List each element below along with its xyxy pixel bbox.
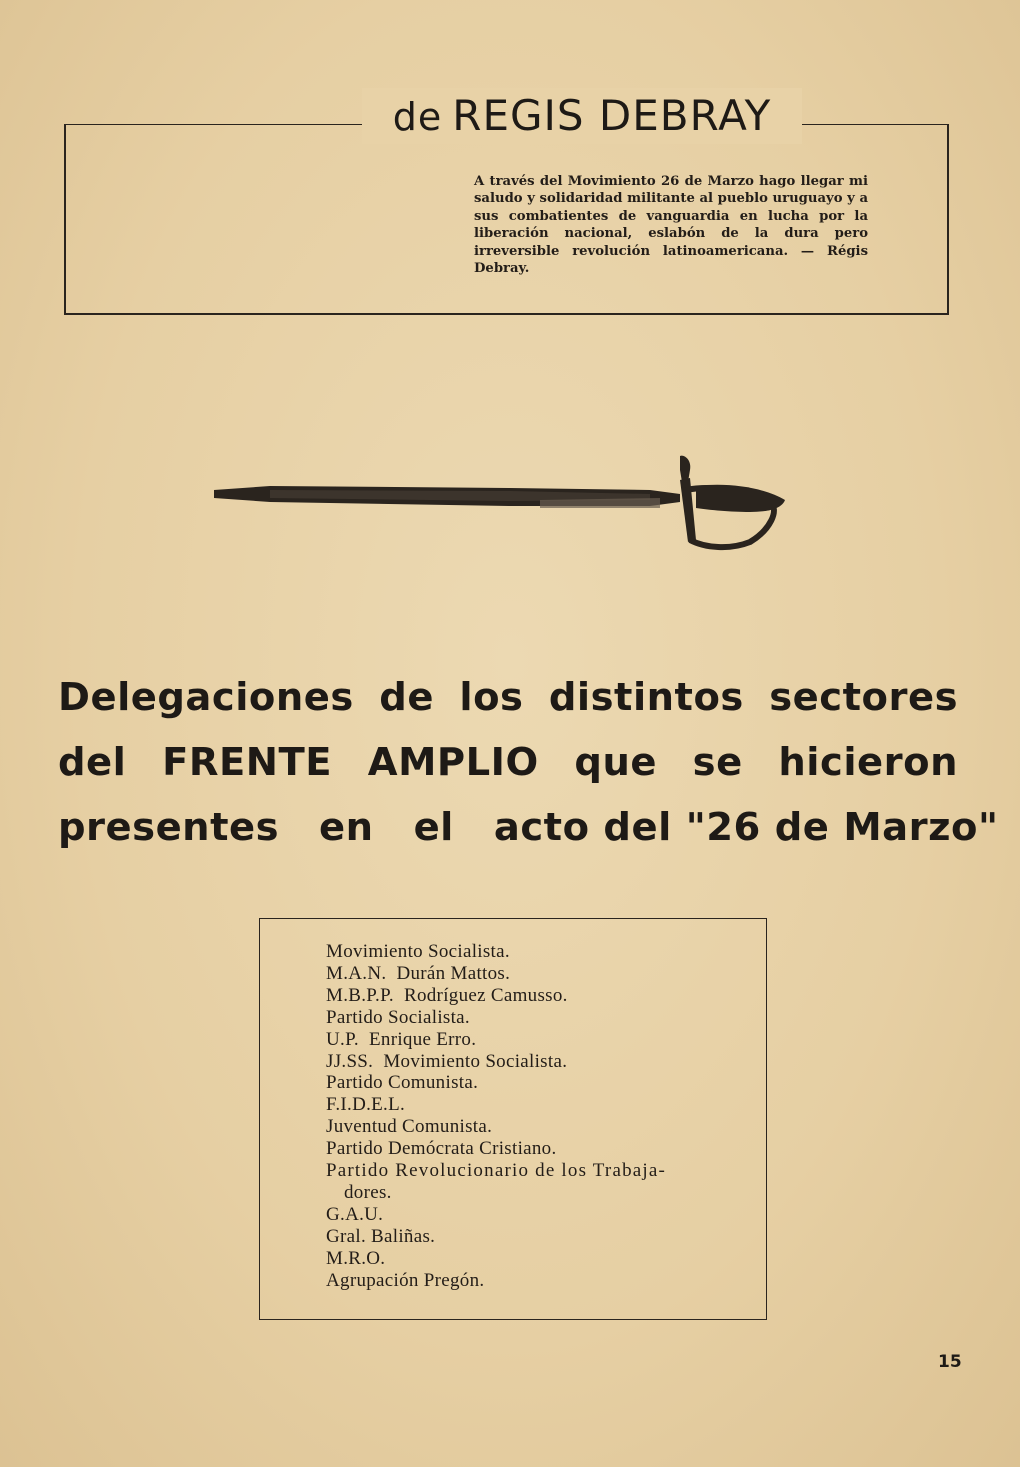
headline-word: el	[413, 805, 454, 850]
headline-word: que	[574, 740, 657, 785]
headline-word: del	[58, 740, 127, 785]
list-item: dores.	[344, 1181, 392, 1203]
list-item: Partido Socialista.	[326, 1006, 470, 1028]
list-item: JJ.SS. Movimiento Socialista.	[326, 1050, 568, 1072]
headline-word: se	[692, 740, 743, 785]
headline-word: Delegaciones	[58, 675, 354, 720]
debray-heading-author: REGIS DEBRAY	[452, 91, 772, 140]
headline-line-3	[58, 795, 999, 860]
list-item: Partido Demócrata Cristiano.	[326, 1138, 557, 1160]
delegations-list	[326, 941, 736, 1292]
headline-word: AMPLIO	[367, 740, 539, 785]
headline-line-1	[58, 665, 958, 730]
debray-heading	[362, 88, 802, 144]
list-item: F.I.D.E.L.	[326, 1094, 406, 1116]
headline-word: hicieron	[778, 740, 958, 785]
headline-word: distintos	[548, 675, 744, 720]
list-item: M.B.P.P. Rodríguez Camusso.	[326, 984, 568, 1006]
list-item: Gral. Baliñas.	[326, 1225, 436, 1247]
debray-heading-by: de	[392, 95, 443, 139]
list-item: Movimiento Socialista.	[326, 941, 510, 962]
headline-word: acto del "26 de Marzo"	[493, 805, 999, 850]
list-item: Partido Comunista.	[326, 1072, 479, 1094]
list-item: G.A.U.	[326, 1203, 384, 1225]
headline-line-2	[58, 730, 958, 795]
list-item: U.P. Enrique Erro.	[326, 1028, 477, 1050]
page-headline	[58, 665, 999, 860]
sword-icon	[210, 450, 790, 560]
headline-word: en	[319, 805, 374, 850]
page-number: 15	[938, 1352, 962, 1372]
headline-word: FRENTE	[162, 740, 333, 785]
list-item: M.A.N. Durán Mattos.	[326, 962, 511, 984]
headline-word: los	[459, 675, 524, 720]
list-item: Agrupación Pregón.	[326, 1269, 485, 1291]
debray-message-text: A través del Movimiento 26 de Marzo hago llegar mi saludo y solidaridad militante al pueblo uruguayo y a sus combatientes de vanguardia en lucha por la liberación nacional, eslabón de la dura pero irreversible revolución latinoamericana. — Régis Debray.	[474, 174, 868, 277]
headline-word: de	[379, 675, 434, 720]
list-item: M.R.O.	[326, 1247, 386, 1269]
headline-word: sectores	[769, 675, 958, 720]
list-item: Juventud Comunista.	[326, 1116, 493, 1138]
list-item: Partido Revolucionario de los Trabaja-	[326, 1160, 667, 1182]
headline-word: presentes	[58, 805, 280, 850]
